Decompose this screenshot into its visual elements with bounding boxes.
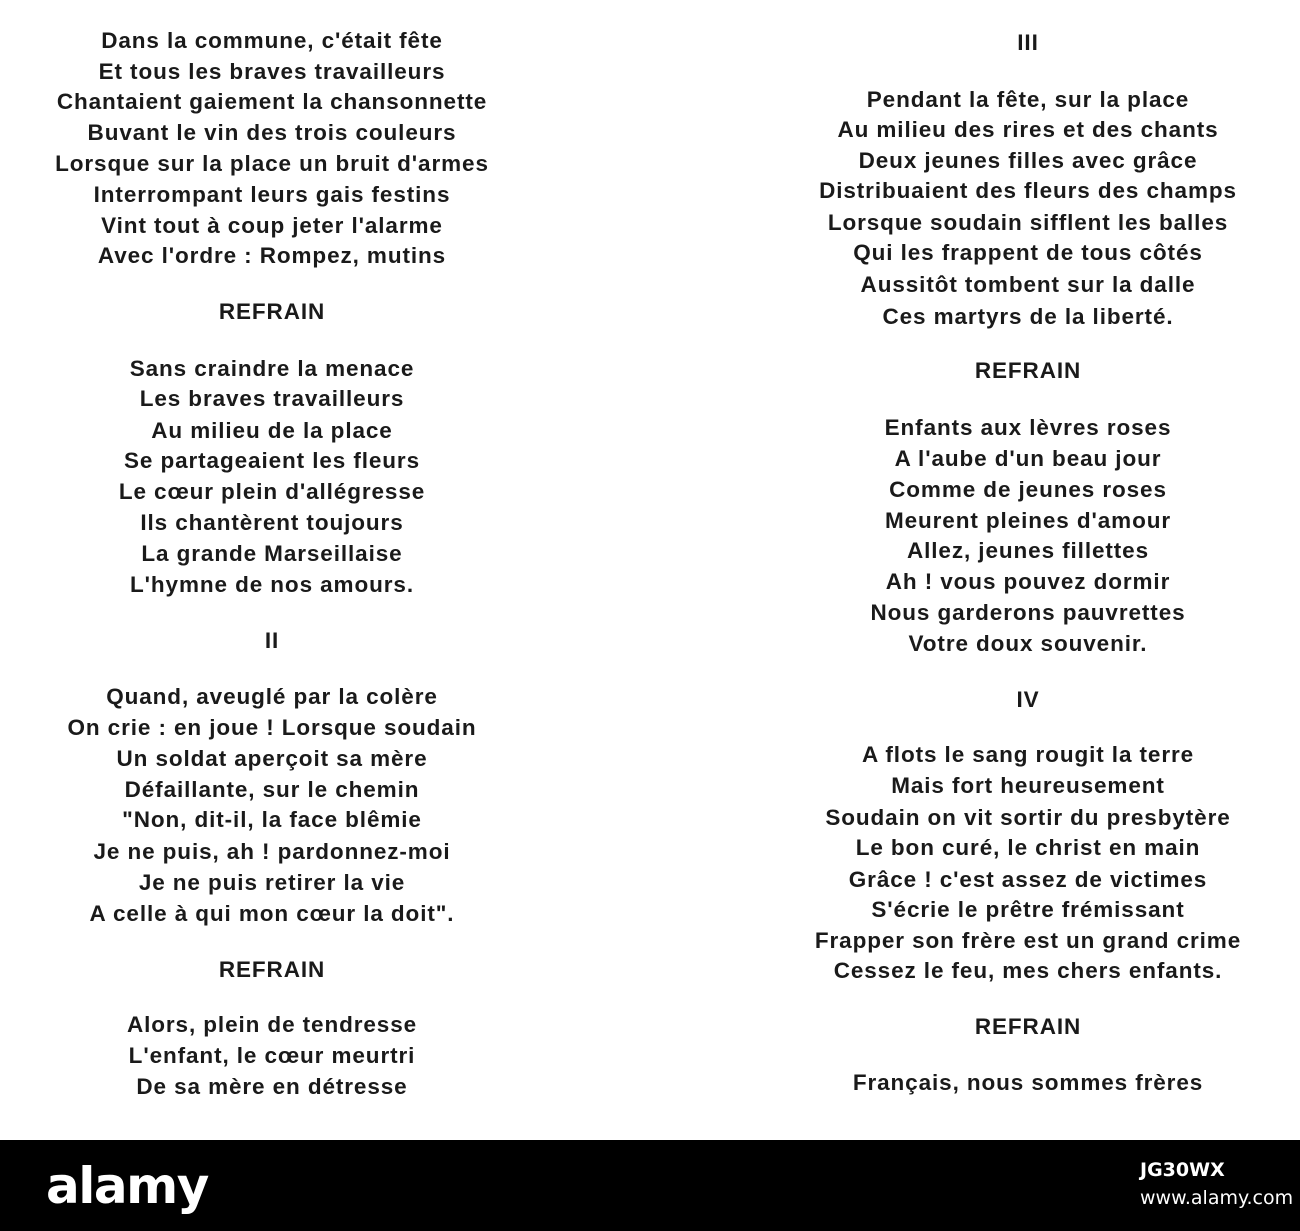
verse-line: Deux jeunes filles avec grâce [858,148,1198,173]
verse-line: Lorsque sur la place un bruit d'armes [55,151,489,176]
verse-line: Sans craindre la menace [129,356,415,381]
verse-line: Dans la commune, c'était fête [101,28,443,53]
stanza-number: III [1017,30,1039,55]
refrain-heading: REFRAIN [974,1014,1082,1039]
verse-line: Alors, plein de tendresse [126,1012,418,1037]
refrain-heading: REFRAIN [218,299,326,324]
verse-line: Ces martyrs de la liberté. [882,304,1174,329]
verse-line: Se partageaient les fleurs [123,448,420,473]
verse-line: Le bon curé, le christ en main [855,835,1201,860]
verse-line: Je ne puis, ah ! pardonnez-moi [93,839,451,864]
alamy-logo: alamy [46,1157,208,1215]
verse-line: Français, nous sommes frères [852,1070,1204,1095]
verse-line: Quand, aveuglé par la colère [106,684,438,709]
verse-line: Frapper son frère est un grand crime [814,928,1242,953]
verse-line: Défaillante, sur le chemin [124,777,420,802]
verse-line: Au milieu des rires et des chants [837,117,1219,142]
verse-line: Pendant la fête, sur la place [866,87,1190,112]
refrain-heading: REFRAIN [974,358,1082,383]
verse-line: Allez, jeunes fillettes [906,538,1150,563]
watermark-bar [0,1140,1300,1231]
verse-line: Comme de jeunes roses [889,477,1167,502]
verse-line: Votre doux souvenir. [908,631,1148,656]
verse-line: Buvant le vin des trois couleurs [87,120,457,145]
verse-line: Un soldat aperçoit sa mère [116,746,428,771]
verse-line: Avec l'ordre : Rompez, mutins [97,243,447,268]
verse-line: De sa mère en détresse [136,1074,408,1099]
verse-line: A l'aube d'un beau jour [894,446,1162,471]
verse-line: Grâce ! c'est assez de victimes [848,867,1208,892]
stanza-number: IV [1016,687,1040,712]
verse-line: Les braves travailleurs [139,386,405,411]
refrain-heading: REFRAIN [218,957,326,982]
verse-line: Soudain on vit sortir du presbytère [825,805,1231,830]
verse-line: A celle à qui mon cœur la doit". [89,901,455,926]
verse-line: L'enfant, le cœur meurtri [128,1043,416,1068]
verse-line: Je ne puis retirer la vie [138,870,406,895]
verse-line: Vint tout à coup jeter l'alarme [101,213,443,238]
verse-line: On crie : en joue ! Lorsque soudain [67,715,477,740]
verse-line: Ils chantèrent toujours [140,510,404,535]
verse-line: Enfants aux lèvres roses [884,415,1172,440]
verse-line: Chantaient gaiement la chansonnette [56,89,488,114]
image-id: JG30WX [1140,1159,1225,1181]
verse-line: Qui les frappent de tous côtés [853,240,1203,265]
verse-line: Et tous les braves travailleurs [98,59,446,84]
verse-line: Cessez le feu, mes chers enfants. [833,958,1223,983]
verse-line: Meurent pleines d'amour [884,508,1172,533]
verse-line: Mais fort heureusement [891,773,1165,798]
verse-line: A flots le sang rougit la terre [861,742,1195,767]
verse-line: Aussitôt tombent sur la dalle [860,272,1196,297]
verse-line: La grande Marseillaise [141,541,403,566]
verse-line: Distribuaient des fleurs des champs [819,178,1237,203]
verse-line: Lorsque soudain sifflent les balles [827,210,1229,235]
watermark-url: www.alamy.com [1140,1187,1294,1209]
verse-line: L'hymne de nos amours. [130,572,414,597]
verse-line: "Non, dit-il, la face blêmie [122,807,422,832]
verse-line: Le cœur plein d'allégresse [118,479,426,504]
verse-line: S'écrie le prêtre frémissant [871,897,1185,922]
verse-line: Au milieu de la place [151,418,393,443]
stanza-number: II [264,628,280,653]
verse-line: Ah ! vous pouvez dormir [885,569,1171,594]
verse-line: Nous garderons pauvrettes [870,600,1186,625]
verse-line: Interrompant leurs gais festins [93,182,451,207]
